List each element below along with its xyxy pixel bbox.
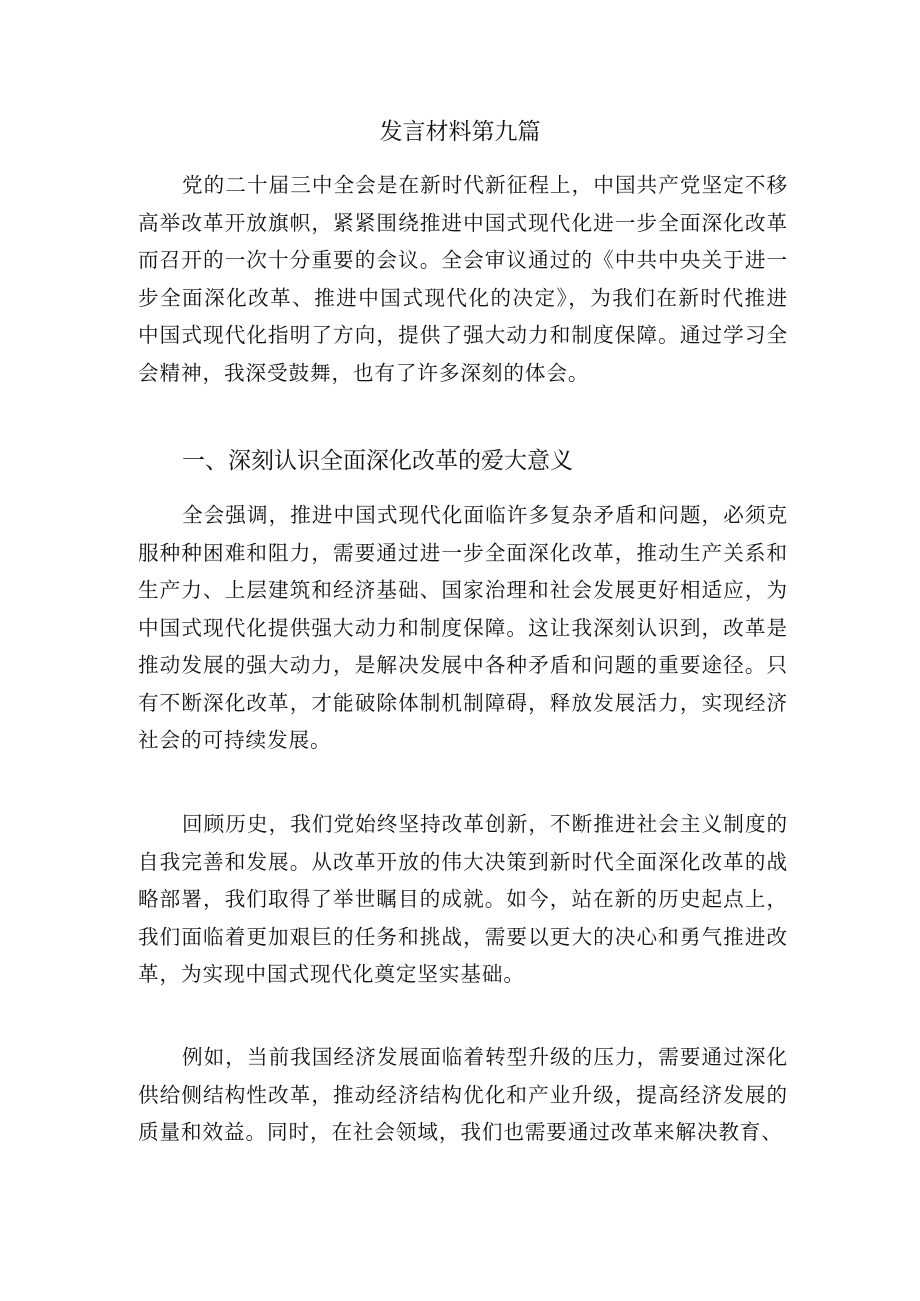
body-paragraph-2: 回顾历史，我们党始终坚持改革创新，不断推进社会主义制度的自我完善和发展。从改革开放的伟大决策到新时代全面深化改革的战略部署，我们取得了举世瞩目的成就。如今，站在新的历史起点上，我们面临着更加艰巨的任务和挑战，需要以更大的决心和勇气推进改革，为实现中国式现代化奠定坚实基础。 bbox=[138, 812, 788, 986]
page-title: 发言材料第九篇 bbox=[379, 119, 541, 145]
body-paragraph-1: 全会强调，推进中国式现代化面临许多复杂矛盾和问题，必须克服种种困难和阻力，需要通过进一步全面深化改革，推动生产关系和生产力、上层建筑和经济基础、国家治理和社会发展更好相适应，为中国式现代化提供强大动力和制度保障。这让我深刻认识到，改革是推动发展的强大动力，是解决发展中各种矛盾和问题的重要途径。只有不断深化改革，才能破除体制机制障碍，释放发展活力，实现经济社会的可持续发展。 bbox=[138, 503, 788, 752]
intro-paragraph: 党的二十届三中全会是在新时代新征程上，中国共产党坚定不移高举改革开放旗帜，紧紧围绕推进中国式现代化进一步全面深化改革而召开的一次十分重要的会议。全会审议通过的《中共中央关于进一步全面深化改革、推进中国式现代化的决定》，为我们在新时代推进中国式现代化指明了方向，提供了强大动力和制度保障。通过学习全会精神，我深受鼓舞，也有了许多深刻的体会。 bbox=[138, 173, 788, 385]
section-heading: 一、深刻认识全面深化改革的爱大意义 bbox=[182, 448, 573, 474]
body-paragraph-3: 例如，当前我国经济发展面临着转型升级的压力，需要通过深化供给侧结构性改革，推动经济结构优化和产业升级，提高经济发展的质量和效益。同时，在社会领域，我们也需要通过改革来解决教育、 bbox=[138, 1045, 788, 1144]
